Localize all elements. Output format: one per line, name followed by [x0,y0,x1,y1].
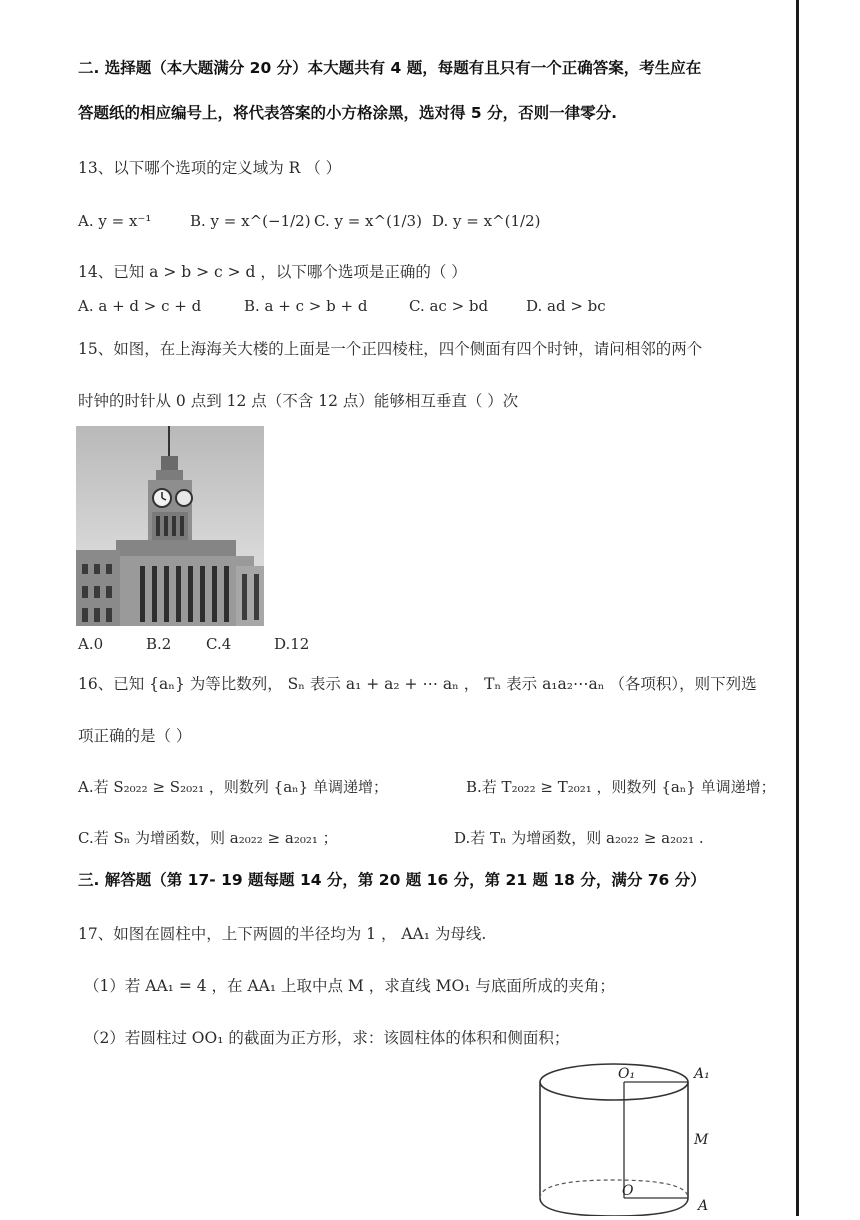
page-right-border [796,0,799,1216]
label-o1: O₁ [618,1066,636,1082]
q13-option-d: D. y = x^(1/2) [432,212,541,230]
label-a1: A₁ [694,1066,710,1082]
q14-option-d: D. ad > bc [526,297,606,315]
q15-option-d: D.12 [274,635,310,653]
section3-heading: 三. 解答题（第 17- 19 题每题 14 分，第 20 题 16 分，第 21 题 18 分，满分 76 分） [78,871,706,889]
q13-stem: 13、以下哪个选项的定义域为 R （ ） [78,159,342,177]
q16-option-d: D.若 Tₙ 为增函数，则 a₂₀₂₂ ≥ a₂₀₂₁ . [454,829,704,847]
q16-option-a: A.若 S₂₀₂₂ ≥ S₂₀₂₁ ，则数列 {aₙ} 单调递增； [78,778,388,796]
q13-option-b: B. y = x^(−1/2) [190,212,311,230]
q17-part2: （2）若圆柱过 OO₁ 的截面为正方形，求：该圆柱体的体积和侧面积； [84,1029,570,1047]
q14-option-a: A. a + d > c + d [78,297,202,315]
q17-part1: （1）若 AA₁ = 4 ，在 AA₁ 上取中点 M ，求直线 MO₁ 与底面所成的夹角； [84,977,615,995]
q13-option-a: A. y = x⁻¹ [78,212,152,230]
cylinder-diagram [528,1058,728,1220]
q15-option-b: B.2 [146,635,172,653]
section2-heading-line1: 二. 选择题（本大题满分 20 分）本大题共有 4 题，每题有且只有一个正确答案，考生应在 [78,59,702,77]
q13-option-c: C. y = x^(1/3) [314,212,422,230]
label-m: M [694,1132,709,1148]
q16-stem-line1: 16、已知 {aₙ} 为等比数列， Sₙ 表示 a₁ + a₂ + ⋯ aₙ ， Tₙ 表示 a₁a₂⋯aₙ （各项积），则下列选 [78,675,757,693]
q16-option-b: B.若 T₂₀₂₂ ≥ T₂₀₂₁ ，则数列 {aₙ} 单调递增； [466,778,776,796]
q15-stem-line1: 15、如图，在上海海关大楼的上面是一个正四棱柱，四个侧面有四个时钟，请问相邻的两个 [78,340,703,358]
q14-option-c: C. ac > bd [409,297,489,315]
q14-option-b: B. a + c > b + d [244,297,368,315]
q16-option-c: C.若 Sₙ 为增函数，则 a₂₀₂₂ ≥ a₂₀₂₁ ； [78,829,338,847]
q15-option-c: C.4 [206,635,232,653]
q15-option-a: A.0 [78,635,104,653]
q17-stem: 17、如图在圆柱中，上下两圆的半径均为 1 ， AA₁ 为母线. [78,925,487,943]
q14-stem: 14、已知 a > b > c > d ，以下哪个选项是正确的（ ） [78,263,467,281]
q15-stem-line2: 时钟的时针从 0 点到 12 点（不含 12 点）能够相互垂直（ ）次 [78,392,519,410]
section2-heading-line2: 答题纸的相应编号上，将代表答案的小方格涂黑，选对得 5 分，否则一律零分. [78,104,617,122]
label-a: A [698,1198,709,1214]
customs-house-photo [76,426,264,626]
q16-stem-line2: 项正确的是（ ） [78,727,192,745]
label-o: O [622,1183,634,1199]
